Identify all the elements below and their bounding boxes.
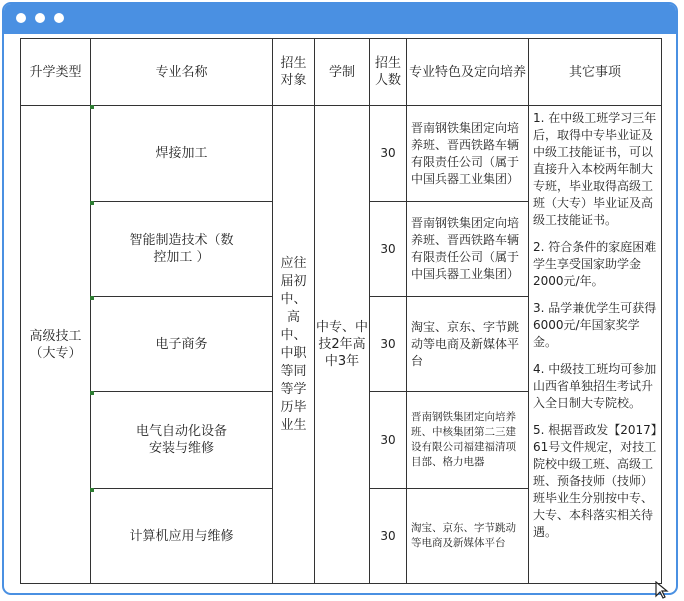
title-bar — [4, 4, 676, 34]
note-3: 3. 品学兼优学生可获得6000元/年国家奖学金。 — [533, 301, 657, 349]
header-major: 专业名称 — [91, 39, 273, 106]
mouse-cursor-icon — [654, 581, 674, 599]
duration-cell: 中专、中技2年高中3年 — [315, 106, 370, 584]
major-cell: 电气自动化设备安装与维修 — [91, 392, 273, 489]
features-cell: 淘宝、京东、字节跳动等电商及新媒体平台 — [407, 489, 529, 584]
note-4: 4. 中级技工班均可参加山西省单独招生考试升入全日制大专院校。 — [533, 362, 657, 410]
cell-marker-icon — [90, 296, 94, 300]
cell-marker-icon — [90, 105, 94, 109]
cell-marker-icon — [90, 201, 94, 205]
header-features: 专业特色及定向培养 — [407, 39, 529, 106]
table-header-row — [21, 39, 662, 106]
features-cell: 晋南钢铁集团定向培养班、晋西铁路车辆有限责任公司（属于中国兵器工业集团） — [407, 202, 529, 297]
note-2: 2. 符合条件的家庭困难学生享受国家助学金2000元/年。 — [533, 240, 657, 288]
header-duration: 学制 — [315, 39, 370, 106]
enrollment-table — [20, 38, 662, 584]
header-target: 招生对象 — [273, 39, 315, 106]
type-cell: 高级技工（大专） — [21, 106, 91, 584]
target-cell: 应往届初中、高中、中职等同等学历毕业生 — [273, 106, 315, 584]
major-cell: 电子商务 — [91, 297, 273, 392]
header-count: 招生人数 — [370, 39, 407, 106]
cell-marker-icon — [90, 488, 94, 492]
window-dot-icon[interactable] — [16, 13, 26, 23]
window-dot-icon[interactable] — [54, 13, 64, 23]
count-cell: 30 — [370, 297, 407, 392]
header-other: 其它事项 — [529, 39, 662, 106]
major-cell: 计算机应用与维修 — [91, 489, 273, 584]
table-row — [21, 106, 662, 202]
features-cell: 淘宝、京东、字节跳动等电商及新媒体平台 — [407, 297, 529, 392]
header-type: 升学类型 — [21, 39, 91, 106]
count-cell: 30 — [370, 202, 407, 297]
other-notes-cell — [529, 106, 662, 584]
window-dot-icon[interactable] — [35, 13, 45, 23]
count-cell: 30 — [370, 489, 407, 584]
note-1: 1. 在中级工班学习三年后，取得中专毕业证及中级工技能证书，可以直接升入本校两年制大专班，毕业取得高级工班（大专）毕业证及高级工技能证书。 — [533, 111, 657, 227]
major-cell: 智能制造技术（数控加工 ） — [91, 202, 273, 297]
features-cell: 晋南钢铁集团定向培养班、中核集团第二三建设有限公司福建福清项目部、格力电器 — [407, 392, 529, 489]
major-cell: 焊接加工 — [91, 106, 273, 202]
note-5: 5. 根据晋政发【2017】61号文件规定，对技工院校中级工班、高级工班、预备技师（技师）班毕业生分别按中专、大专、本科落实相关待遇。 — [533, 423, 657, 539]
window-frame — [2, 2, 678, 595]
features-cell: 晋南钢铁集团定向培养班、晋西铁路车辆有限责任公司（属于中国兵器工业集团） — [407, 106, 529, 202]
count-cell: 30 — [370, 106, 407, 202]
count-cell: 30 — [370, 392, 407, 489]
cell-marker-icon — [90, 391, 94, 395]
